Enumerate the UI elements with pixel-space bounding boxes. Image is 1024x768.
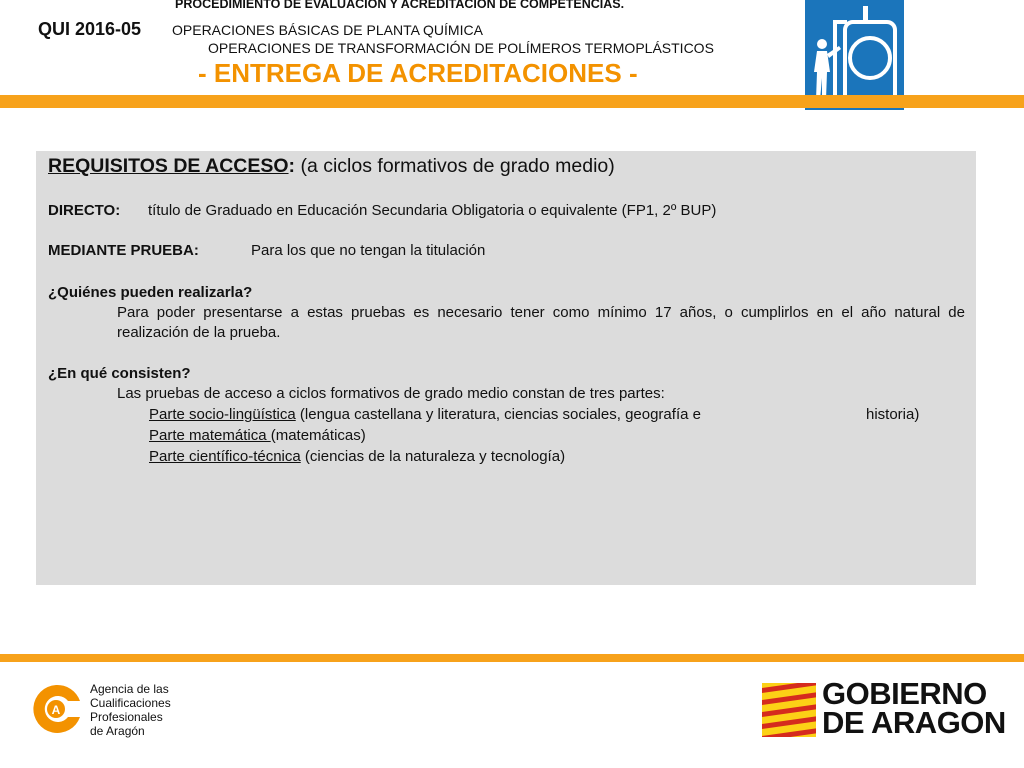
agency-name [90, 682, 171, 738]
agency-line: de Aragón [90, 724, 145, 738]
plant-worker-logo [805, 0, 904, 110]
part-detail-end: historia) [866, 406, 920, 423]
list-item [149, 426, 366, 446]
list-item [149, 447, 565, 467]
who-question: ¿Quiénes pueden realizarla? [48, 284, 253, 301]
what-question: ¿En qué consisten? [48, 365, 191, 382]
header-orange-band [0, 95, 1024, 108]
qualification-code: QUI 2016-05 [38, 19, 142, 39]
test-access-label: MEDIANTE PRUEBA: [48, 242, 199, 259]
government-line: DE ARAGON [822, 705, 1006, 740]
footer-orange-band [0, 654, 1024, 662]
direct-access-label: DIRECTO: [48, 202, 121, 219]
part-name: Parte científico-técnica [149, 448, 301, 465]
part-name: Parte socio-lingüística [149, 406, 296, 423]
requirements-subtitle: (a ciclos formativos de grado medio) [295, 155, 615, 177]
agency-line: Agencia de las [90, 682, 169, 696]
professional-family: OPERACIONES BÁSICAS DE PLANTA QUÍMICA [172, 22, 483, 38]
government-name [822, 676, 1006, 740]
direct-access-text: título de Graduado en Educación Secundaria Obligatoria o equivalente (FP1, 2º BUP) [148, 202, 717, 219]
procedure-title: PROCEDIMIENTO DE EVALUACION Y ACREDITACION DE COMPETENCIAS. [175, 0, 625, 11]
agency-line: Profesionales [90, 710, 163, 724]
government-line: GOBIERNO [822, 676, 987, 711]
part-detail: (matemáticas) [270, 427, 366, 444]
aragon-flag-icon [762, 683, 816, 737]
acpa-logo [30, 683, 84, 740]
qualification-name: OPERACIONES DE TRANSFORMACIÓN DE POLÍMEROS TERMOPLÁSTICOS [208, 40, 714, 56]
svg-text:A: A [51, 703, 61, 717]
list-item [149, 405, 701, 425]
what-answer: Las pruebas de acceso a ciclos formativos de grado medio constan de tres partes: [117, 385, 665, 402]
part-detail: (lengua castellana y literatura, ciencias sociales, geografía e [295, 406, 701, 423]
requirements-title: REQUISITOS DE ACCESO [48, 155, 289, 177]
test-access-text: Para los que no tengan la titulación [251, 242, 486, 259]
part-name: Parte matemática [149, 427, 271, 444]
requirements-colon: : [288, 155, 296, 177]
agency-line: Cualificaciones [90, 696, 171, 710]
requirements-heading [48, 155, 615, 178]
slide-title: - ENTREGA DE ACREDITACIONES - [198, 58, 638, 88]
who-answer: Para poder presentarse a estas pruebas es necesario tener como mínimo 17 años, o cumplirlos en el año natural de realización de la prueba. [117, 304, 965, 341]
part-detail: (ciencias de la naturaleza y tecnología) [300, 448, 566, 465]
